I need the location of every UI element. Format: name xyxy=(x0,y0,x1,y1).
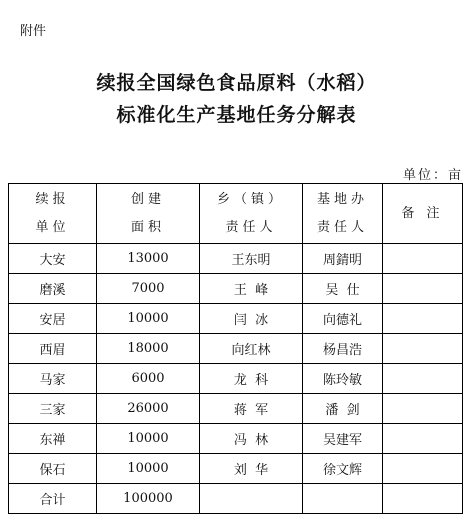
row-note-cell xyxy=(383,274,463,304)
header-office-line1: 基地办 xyxy=(316,191,368,207)
row-unit-cell: 西眉 xyxy=(9,334,97,364)
row-area-cell: 10000 xyxy=(97,424,200,454)
row-note-cell xyxy=(383,304,463,334)
header-row xyxy=(9,184,463,244)
total-office xyxy=(303,484,383,514)
row-note-cell xyxy=(383,364,463,394)
title-line-1: 续报全国绿色食品原料（水稻） xyxy=(96,72,377,94)
table-row xyxy=(9,244,463,274)
header-town-line2: 责任人 xyxy=(225,219,277,235)
row-note-cell xyxy=(383,454,463,484)
row-unit-cell: 三家 xyxy=(9,394,97,424)
header-area-line1: 创建 xyxy=(130,191,165,207)
table-body xyxy=(9,244,463,484)
row-town-cell: 冯 林 xyxy=(200,424,303,454)
total-area: 100000 xyxy=(97,484,200,514)
task-table xyxy=(8,183,463,514)
header-town xyxy=(200,184,303,244)
row-note-cell xyxy=(383,424,463,454)
row-town-cell: 蒋 军 xyxy=(200,394,303,424)
row-town-cell: 王 峰 xyxy=(200,274,303,304)
total-label: 合计 xyxy=(9,484,97,514)
total-note xyxy=(383,484,463,514)
row-town-cell: 刘 华 xyxy=(200,454,303,484)
attachment-label: 附件 xyxy=(20,24,47,39)
row-area-cell: 10000 xyxy=(97,304,200,334)
row-town-cell: 向红林 xyxy=(200,334,303,364)
total-town xyxy=(200,484,303,514)
row-area-cell: 26000 xyxy=(97,394,200,424)
header-town-line1: 乡（镇） xyxy=(216,191,285,207)
row-office-cell: 潘 剑 xyxy=(303,394,383,424)
table-row xyxy=(9,394,463,424)
table-row xyxy=(9,454,463,484)
table-row xyxy=(9,274,463,304)
row-unit-cell: 保石 xyxy=(9,454,97,484)
row-unit-cell: 马家 xyxy=(9,364,97,394)
unit-label: 单位：亩 xyxy=(402,168,463,183)
row-office-cell: 吴 仕 xyxy=(303,274,383,304)
row-area-cell: 7000 xyxy=(97,274,200,304)
header-note-label: 备 注 xyxy=(401,205,444,221)
table-row xyxy=(9,334,463,364)
header-unit-line2: 单位 xyxy=(35,219,70,235)
row-note-cell xyxy=(383,394,463,424)
row-office-cell: 徐文辉 xyxy=(303,454,383,484)
row-unit-cell: 安居 xyxy=(9,304,97,334)
row-note-cell xyxy=(383,334,463,364)
row-town-cell: 王东明 xyxy=(200,244,303,274)
row-office-cell: 向德礼 xyxy=(303,304,383,334)
header-area-line2: 面积 xyxy=(130,219,165,235)
total-row xyxy=(9,484,463,514)
header-office xyxy=(303,184,383,244)
row-office-cell: 吴建军 xyxy=(303,424,383,454)
row-office-cell: 陈玲敏 xyxy=(303,364,383,394)
row-office-cell: 周錆明 xyxy=(303,244,383,274)
title-line-2: 标准化生产基地任务分解表 xyxy=(116,104,357,126)
row-town-cell: 龙 科 xyxy=(200,364,303,394)
row-area-cell: 10000 xyxy=(97,454,200,484)
row-area-cell: 18000 xyxy=(97,334,200,364)
header-unit xyxy=(9,184,97,244)
table-row xyxy=(9,364,463,394)
row-area-cell: 6000 xyxy=(97,364,200,394)
header-office-line2: 责任人 xyxy=(316,219,368,235)
table-row xyxy=(9,304,463,334)
row-office-cell: 杨昌浩 xyxy=(303,334,383,364)
row-unit-cell: 东禅 xyxy=(9,424,97,454)
header-area xyxy=(97,184,200,244)
header-note xyxy=(383,184,463,244)
row-area-cell: 13000 xyxy=(97,244,200,274)
row-town-cell: 闫 冰 xyxy=(200,304,303,334)
table-row xyxy=(9,424,463,454)
row-note-cell xyxy=(383,244,463,274)
row-unit-cell: 磨溪 xyxy=(9,274,97,304)
header-unit-line1: 续报 xyxy=(35,191,70,207)
row-unit-cell: 大安 xyxy=(9,244,97,274)
